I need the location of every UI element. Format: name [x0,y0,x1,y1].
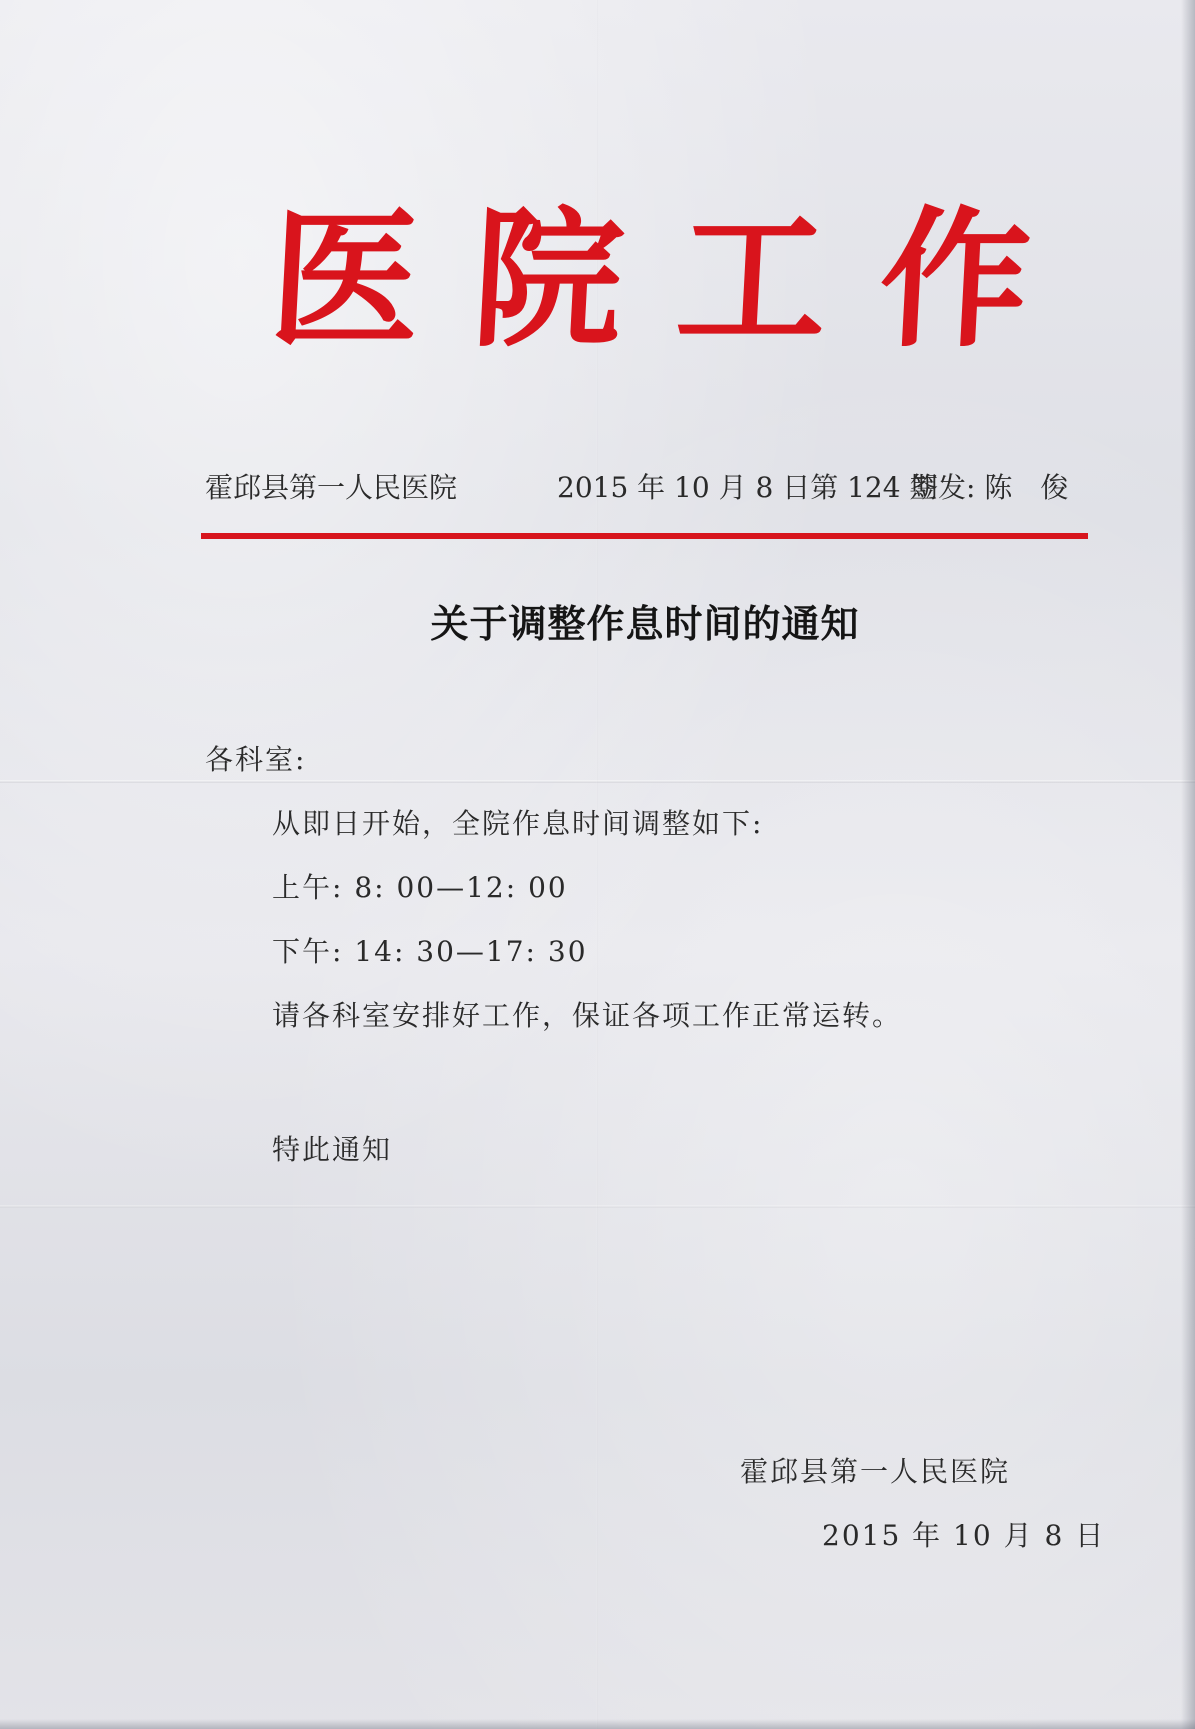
body-paragraph: 上午: 8: 00—12: 00 [272,871,568,904]
masthead-char: 作 [875,192,1035,368]
masthead-char: 工 [672,192,832,368]
closing-line: 特此通知 [272,1133,393,1166]
signature-organization: 霍邱县第一人民医院 [740,1455,1011,1488]
issuing-organization: 霍邱县第一人民医院 [205,471,458,504]
masthead-char: 院 [468,192,628,368]
masthead [265,192,1035,368]
issue-date-number: 2015 年 10 月 8 日第 124 期 [557,471,938,504]
masthead-char: 医 [265,192,425,368]
body-paragraph: 请各科室安排好工作，保证各项工作正常运转。 [272,999,903,1032]
page-edge-shadow [0,1719,1195,1729]
red-divider [201,533,1088,539]
body-paragraph: 下午: 14: 30—17: 30 [272,935,588,968]
salutation: 各科室: [205,743,307,776]
signature-date: 2015 年 10 月 8 日 [822,1519,1106,1552]
page-edge-shadow [1181,0,1195,1729]
signer: 签发: 陈 俊 [910,471,1069,504]
body-paragraph: 从即日开始，全院作息时间调整如下: [272,807,764,840]
document-title: 关于调整作息时间的通知 [430,602,860,646]
